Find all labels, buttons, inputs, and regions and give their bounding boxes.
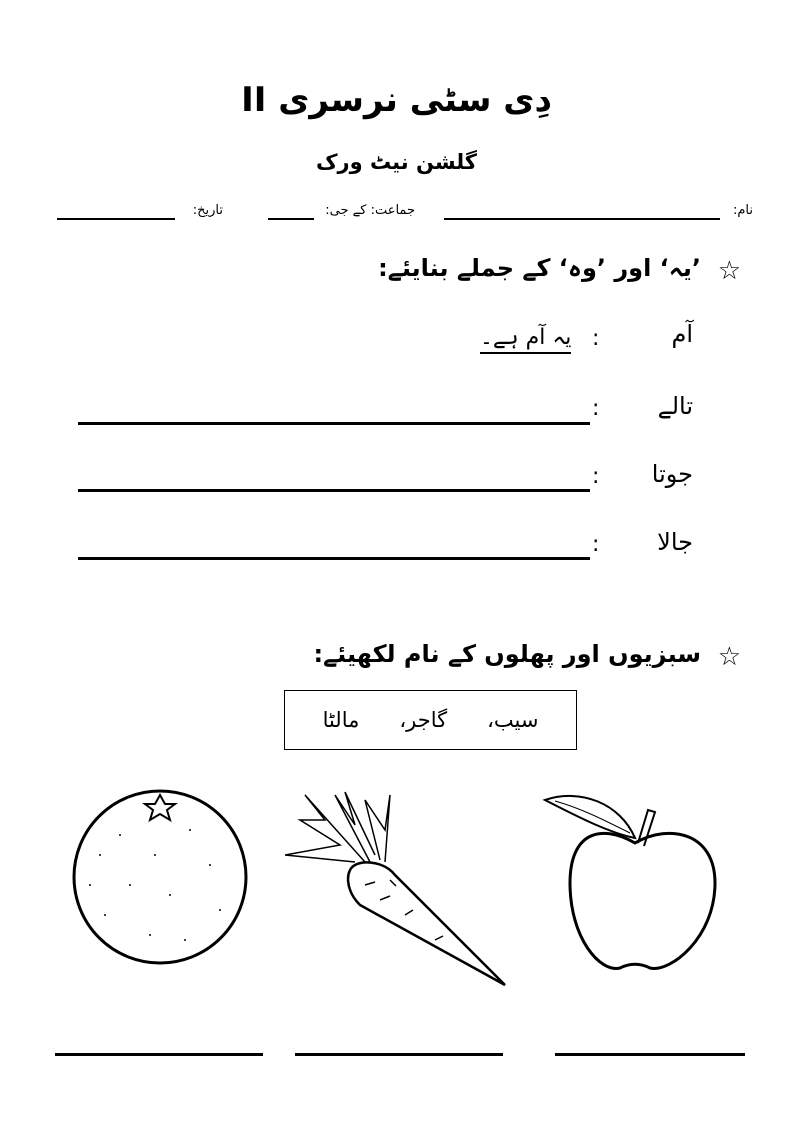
date-field[interactable] bbox=[57, 218, 175, 220]
word-bank-item: مالٹا bbox=[322, 708, 360, 732]
word-jaala: جالا bbox=[657, 528, 693, 556]
answer-line-orange[interactable] bbox=[55, 1053, 263, 1056]
section1-instruction: ’یہ‘ اور ’وہ‘ کے جملے بنایئے: bbox=[378, 254, 701, 282]
answer-line-joota[interactable] bbox=[78, 489, 590, 492]
word-bank bbox=[284, 690, 577, 750]
answer-line-jaala[interactable] bbox=[78, 557, 590, 560]
colon: : bbox=[592, 396, 600, 421]
word-taale: تالے bbox=[657, 392, 693, 420]
orange-picture bbox=[60, 785, 260, 965]
word-joota: جوتا bbox=[651, 460, 693, 488]
answer-line-carrot[interactable] bbox=[295, 1053, 503, 1056]
page-title: دِی سٹی نرسری II bbox=[241, 80, 552, 120]
word-aam: آم bbox=[671, 320, 693, 348]
class-label: جماعت: کے جی: bbox=[325, 203, 415, 218]
example-answer: یہ آم ہے۔ bbox=[480, 324, 571, 354]
colon: : bbox=[592, 464, 600, 489]
name-field[interactable] bbox=[444, 218, 720, 220]
star-icon: ☆ bbox=[717, 642, 741, 672]
name-label: نام: bbox=[732, 203, 753, 218]
word-bank-item: گاجر، bbox=[399, 708, 448, 732]
carrot-picture bbox=[285, 790, 525, 990]
date-label: تاریخ: bbox=[192, 203, 223, 218]
word-bank-item: سیب، bbox=[487, 708, 539, 732]
answer-line-taale[interactable] bbox=[78, 422, 590, 425]
colon: : bbox=[592, 326, 600, 351]
answer-line-apple[interactable] bbox=[555, 1053, 745, 1056]
class-field[interactable] bbox=[268, 218, 314, 220]
page-subtitle: گلشن نیٹ ورک bbox=[315, 150, 477, 174]
apple-picture bbox=[540, 788, 725, 978]
colon: : bbox=[592, 532, 600, 557]
star-icon: ☆ bbox=[717, 256, 741, 286]
section2-instruction: سبزیوں اور پھلوں کے نام لکھیئے: bbox=[313, 640, 701, 668]
